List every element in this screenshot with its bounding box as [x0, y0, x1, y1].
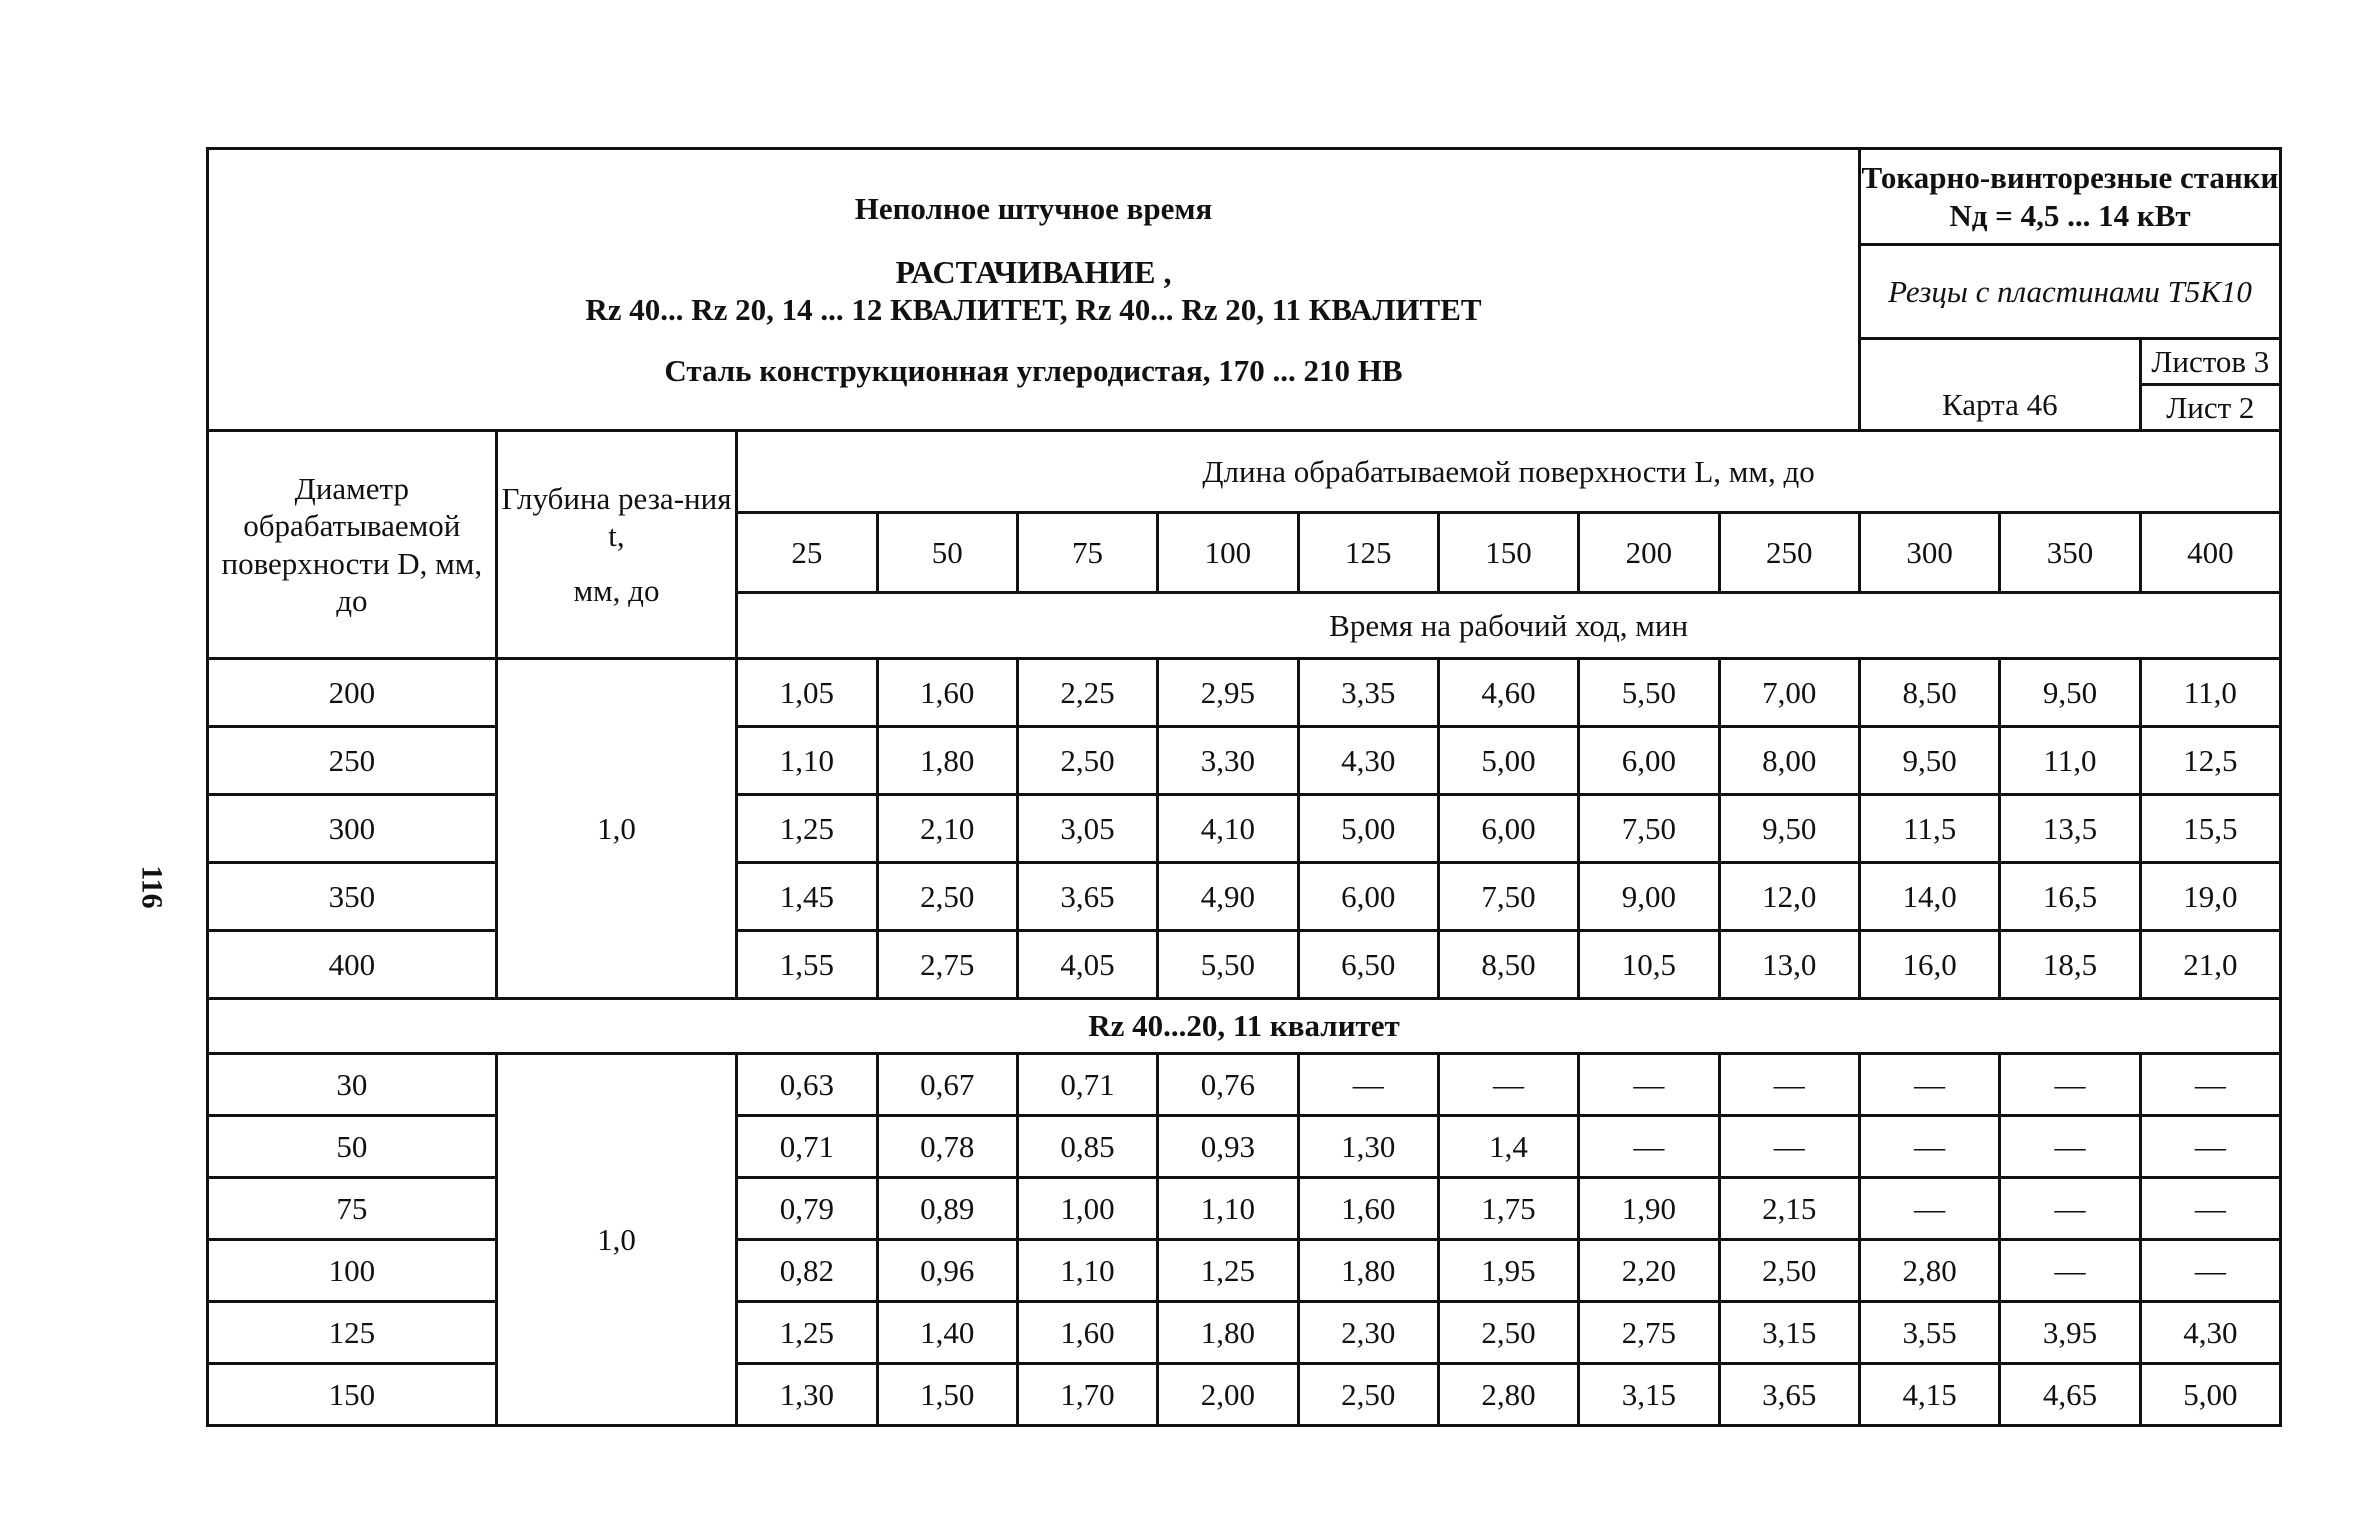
time-value-cell: 13,0 [1719, 931, 1859, 999]
card-title-block [208, 149, 1860, 431]
length-col-header: 75 [1017, 513, 1157, 593]
time-value-cell: 0,89 [877, 1178, 1017, 1240]
length-col-header: 300 [1859, 513, 1999, 593]
time-value-cell: 4,10 [1158, 795, 1298, 863]
time-value-cell: 7,00 [1719, 659, 1859, 727]
time-value-cell: 3,95 [2000, 1302, 2140, 1364]
time-value-cell: 15,5 [2140, 795, 2280, 863]
time-value-cell: — [1719, 1054, 1859, 1116]
time-value-cell: 16,0 [1859, 931, 1999, 999]
time-value-cell: — [1298, 1054, 1438, 1116]
time-value-cell: — [2000, 1240, 2140, 1302]
time-value-cell: 3,55 [1859, 1302, 1999, 1364]
time-value-cell: 9,50 [1719, 795, 1859, 863]
time-value-cell: 1,10 [1158, 1178, 1298, 1240]
time-value-cell: 1,55 [737, 931, 877, 999]
time-value-cell: 4,30 [1298, 727, 1438, 795]
diameter-header: Диаметр обрабатываемой поверхности D, мм, до [208, 431, 497, 659]
machine-power: Nд = 4,5 ... 14 кВт [1949, 197, 2191, 233]
time-value-cell: — [2140, 1116, 2280, 1178]
time-value-cell: — [1719, 1116, 1859, 1178]
time-value-cell: 2,80 [1438, 1364, 1578, 1426]
time-value-cell: 3,30 [1158, 727, 1298, 795]
diameter-cell: 50 [208, 1116, 497, 1178]
time-value-cell: 9,00 [1579, 863, 1719, 931]
time-value-cell: 1,60 [1298, 1178, 1438, 1240]
time-value-cell: — [2000, 1054, 2140, 1116]
diameter-cell: 400 [208, 931, 497, 999]
time-value-cell: 0,79 [737, 1178, 877, 1240]
time-value-cell: 2,75 [1579, 1302, 1719, 1364]
table-row [208, 1054, 2281, 1116]
sheets-total: Листов 3 [2140, 339, 2280, 385]
time-value-cell: 1,60 [1017, 1302, 1157, 1364]
time-value-cell: 1,80 [1158, 1302, 1298, 1364]
length-col-header: 100 [1158, 513, 1298, 593]
diameter-cell: 200 [208, 659, 497, 727]
time-value-cell: 2,15 [1719, 1178, 1859, 1240]
time-value-cell: 0,96 [877, 1240, 1017, 1302]
card-number: Карта 46 [1859, 339, 2140, 431]
time-value-cell: 18,5 [2000, 931, 2140, 999]
time-value-cell: 11,5 [1859, 795, 1999, 863]
diameter-cell: 75 [208, 1178, 497, 1240]
diameter-cell: 30 [208, 1054, 497, 1116]
title-line-4: Сталь конструкционная углеродистая, 170 ... 210 НВ [664, 353, 1403, 389]
time-value-cell: — [2000, 1116, 2140, 1178]
time-value-cell: 1,30 [737, 1364, 877, 1426]
time-value-cell: 0,82 [737, 1240, 877, 1302]
time-value-cell: 13,5 [2000, 795, 2140, 863]
time-value-cell: 1,10 [1017, 1240, 1157, 1302]
time-value-cell: 4,30 [2140, 1302, 2280, 1364]
length-col-header: 150 [1438, 513, 1578, 593]
time-value-cell: — [2000, 1178, 2140, 1240]
time-value-cell: 2,50 [1719, 1240, 1859, 1302]
time-value-cell: 5,00 [2140, 1364, 2280, 1426]
time-value-cell: 1,30 [1298, 1116, 1438, 1178]
time-value-cell: 3,65 [1719, 1364, 1859, 1426]
time-value-cell: 4,65 [2000, 1364, 2140, 1426]
time-value-cell: 1,25 [737, 1302, 877, 1364]
time-value-cell: — [1438, 1054, 1578, 1116]
time-value-cell: 6,00 [1438, 795, 1578, 863]
time-value-cell: 2,80 [1859, 1240, 1999, 1302]
time-value-cell: 9,50 [2000, 659, 2140, 727]
time-value-cell: 7,50 [1438, 863, 1578, 931]
time-value-cell: 12,5 [2140, 727, 2280, 795]
time-value-cell: — [1859, 1054, 1999, 1116]
time-value-cell: 8,00 [1719, 727, 1859, 795]
length-col-header: 200 [1579, 513, 1719, 593]
time-value-cell: 2,00 [1158, 1364, 1298, 1426]
time-value-cell: 5,00 [1438, 727, 1578, 795]
time-value-cell: 3,15 [1719, 1302, 1859, 1364]
length-col-header: 250 [1719, 513, 1859, 593]
time-value-cell: 0,78 [877, 1116, 1017, 1178]
length-col-header: 125 [1298, 513, 1438, 593]
time-value-cell: 1,40 [877, 1302, 1017, 1364]
time-value-cell: 0,67 [877, 1054, 1017, 1116]
time-value-cell: — [2140, 1240, 2280, 1302]
diameter-cell: 150 [208, 1364, 497, 1426]
depth-header-line-3: мм, до [573, 573, 660, 609]
time-value-cell: — [1859, 1178, 1999, 1240]
page-number: 116 [135, 865, 169, 909]
time-value-cell: 1,00 [1017, 1178, 1157, 1240]
time-value-cell: 16,5 [2000, 863, 2140, 931]
depth-cell: 1,0 [496, 1054, 737, 1426]
norms-card-table [206, 147, 2282, 1427]
sheet-number: Лист 2 [2140, 385, 2280, 431]
time-value-cell: 5,50 [1158, 931, 1298, 999]
time-value-cell: 2,50 [1298, 1364, 1438, 1426]
length-col-header: 400 [2140, 513, 2280, 593]
depth-header [496, 431, 737, 659]
diameter-cell: 125 [208, 1302, 497, 1364]
time-value-cell: 1,75 [1438, 1178, 1578, 1240]
time-value-cell: — [1859, 1116, 1999, 1178]
time-value-cell: 5,00 [1298, 795, 1438, 863]
time-value-cell: 1,25 [737, 795, 877, 863]
time-value-cell: 2,95 [1158, 659, 1298, 727]
table-row [208, 659, 2281, 727]
time-value-cell: 0,85 [1017, 1116, 1157, 1178]
time-value-cell: 6,00 [1579, 727, 1719, 795]
machine-type-line-1: Токарно-винторезные станки [1861, 160, 2279, 196]
time-value-cell: 0,93 [1158, 1116, 1298, 1178]
length-header: Длина обрабатываемой поверхности L, мм, до [737, 431, 2281, 513]
time-value-cell: 1,50 [877, 1364, 1017, 1426]
length-col-header: 350 [2000, 513, 2140, 593]
section-title: Rz 40...20, 11 квалитет [208, 999, 2281, 1054]
title-line-2: РАСТАЧИВАНИЕ , [895, 253, 1172, 290]
time-value-cell: 2,75 [877, 931, 1017, 999]
time-value-cell: 3,65 [1017, 863, 1157, 931]
time-header: Время на рабочий ход, мин [737, 593, 2281, 659]
time-value-cell: 8,50 [1859, 659, 1999, 727]
time-value-cell: 5,50 [1579, 659, 1719, 727]
time-value-cell: 2,50 [877, 863, 1017, 931]
time-value-cell: 1,45 [737, 863, 877, 931]
time-value-cell: 2,30 [1298, 1302, 1438, 1364]
time-value-cell: 6,00 [1298, 863, 1438, 931]
depth-header-line-2: t, [608, 517, 625, 553]
time-value-cell: 1,80 [877, 727, 1017, 795]
time-value-cell: 3,15 [1579, 1364, 1719, 1426]
time-value-cell: 1,90 [1579, 1178, 1719, 1240]
time-value-cell: 0,63 [737, 1054, 877, 1116]
time-value-cell: 8,50 [1438, 931, 1578, 999]
tool-type: Резцы с пластинами Т5К10 [1859, 245, 2280, 339]
time-value-cell: 1,95 [1438, 1240, 1578, 1302]
length-col-header: 25 [737, 513, 877, 593]
time-value-cell: 0,76 [1158, 1054, 1298, 1116]
length-col-header: 50 [877, 513, 1017, 593]
depth-header-line-1: Глубина реза-ния [501, 480, 732, 516]
time-value-cell: 2,25 [1017, 659, 1157, 727]
time-value-cell: 4,90 [1158, 863, 1298, 931]
time-value-cell: 9,50 [1859, 727, 1999, 795]
time-value-cell: 0,71 [1017, 1054, 1157, 1116]
time-value-cell: — [2140, 1054, 2280, 1116]
time-value-cell: 3,35 [1298, 659, 1438, 727]
time-value-cell: 1,70 [1017, 1364, 1157, 1426]
time-value-cell: 2,10 [877, 795, 1017, 863]
diameter-cell: 350 [208, 863, 497, 931]
time-value-cell: 21,0 [2140, 931, 2280, 999]
time-value-cell: — [1579, 1054, 1719, 1116]
time-value-cell: — [1579, 1116, 1719, 1178]
time-value-cell: 11,0 [2000, 727, 2140, 795]
time-value-cell: 2,50 [1017, 727, 1157, 795]
time-value-cell: 10,5 [1579, 931, 1719, 999]
time-value-cell: 3,05 [1017, 795, 1157, 863]
time-value-cell: 2,50 [1438, 1302, 1578, 1364]
time-value-cell: 12,0 [1719, 863, 1859, 931]
time-value-cell: 11,0 [2140, 659, 2280, 727]
time-value-cell: 4,05 [1017, 931, 1157, 999]
time-value-cell: 4,15 [1859, 1364, 1999, 1426]
time-value-cell: 6,50 [1298, 931, 1438, 999]
title-line-1: Неполное штучное время [854, 190, 1213, 226]
depth-cell: 1,0 [496, 659, 737, 999]
diameter-cell: 100 [208, 1240, 497, 1302]
time-value-cell: 1,25 [1158, 1240, 1298, 1302]
time-value-cell: 2,20 [1579, 1240, 1719, 1302]
time-value-cell: 1,4 [1438, 1116, 1578, 1178]
time-value-cell: 1,60 [877, 659, 1017, 727]
time-value-cell: 7,50 [1579, 795, 1719, 863]
time-value-cell: 1,05 [737, 659, 877, 727]
time-value-cell: 1,10 [737, 727, 877, 795]
time-value-cell: 4,60 [1438, 659, 1578, 727]
title-line-3: Rz 40... Rz 20, 14 ... 12 КВАЛИТЕТ, Rz 40... Rz 20, 11 КВАЛИТЕТ [585, 292, 1482, 328]
diameter-cell: 250 [208, 727, 497, 795]
time-value-cell: 1,80 [1298, 1240, 1438, 1302]
time-value-cell: 14,0 [1859, 863, 1999, 931]
diameter-cell: 300 [208, 795, 497, 863]
time-value-cell: 0,71 [737, 1116, 877, 1178]
machine-type [1859, 149, 2280, 245]
time-value-cell: 19,0 [2140, 863, 2280, 931]
time-value-cell: — [2140, 1178, 2280, 1240]
